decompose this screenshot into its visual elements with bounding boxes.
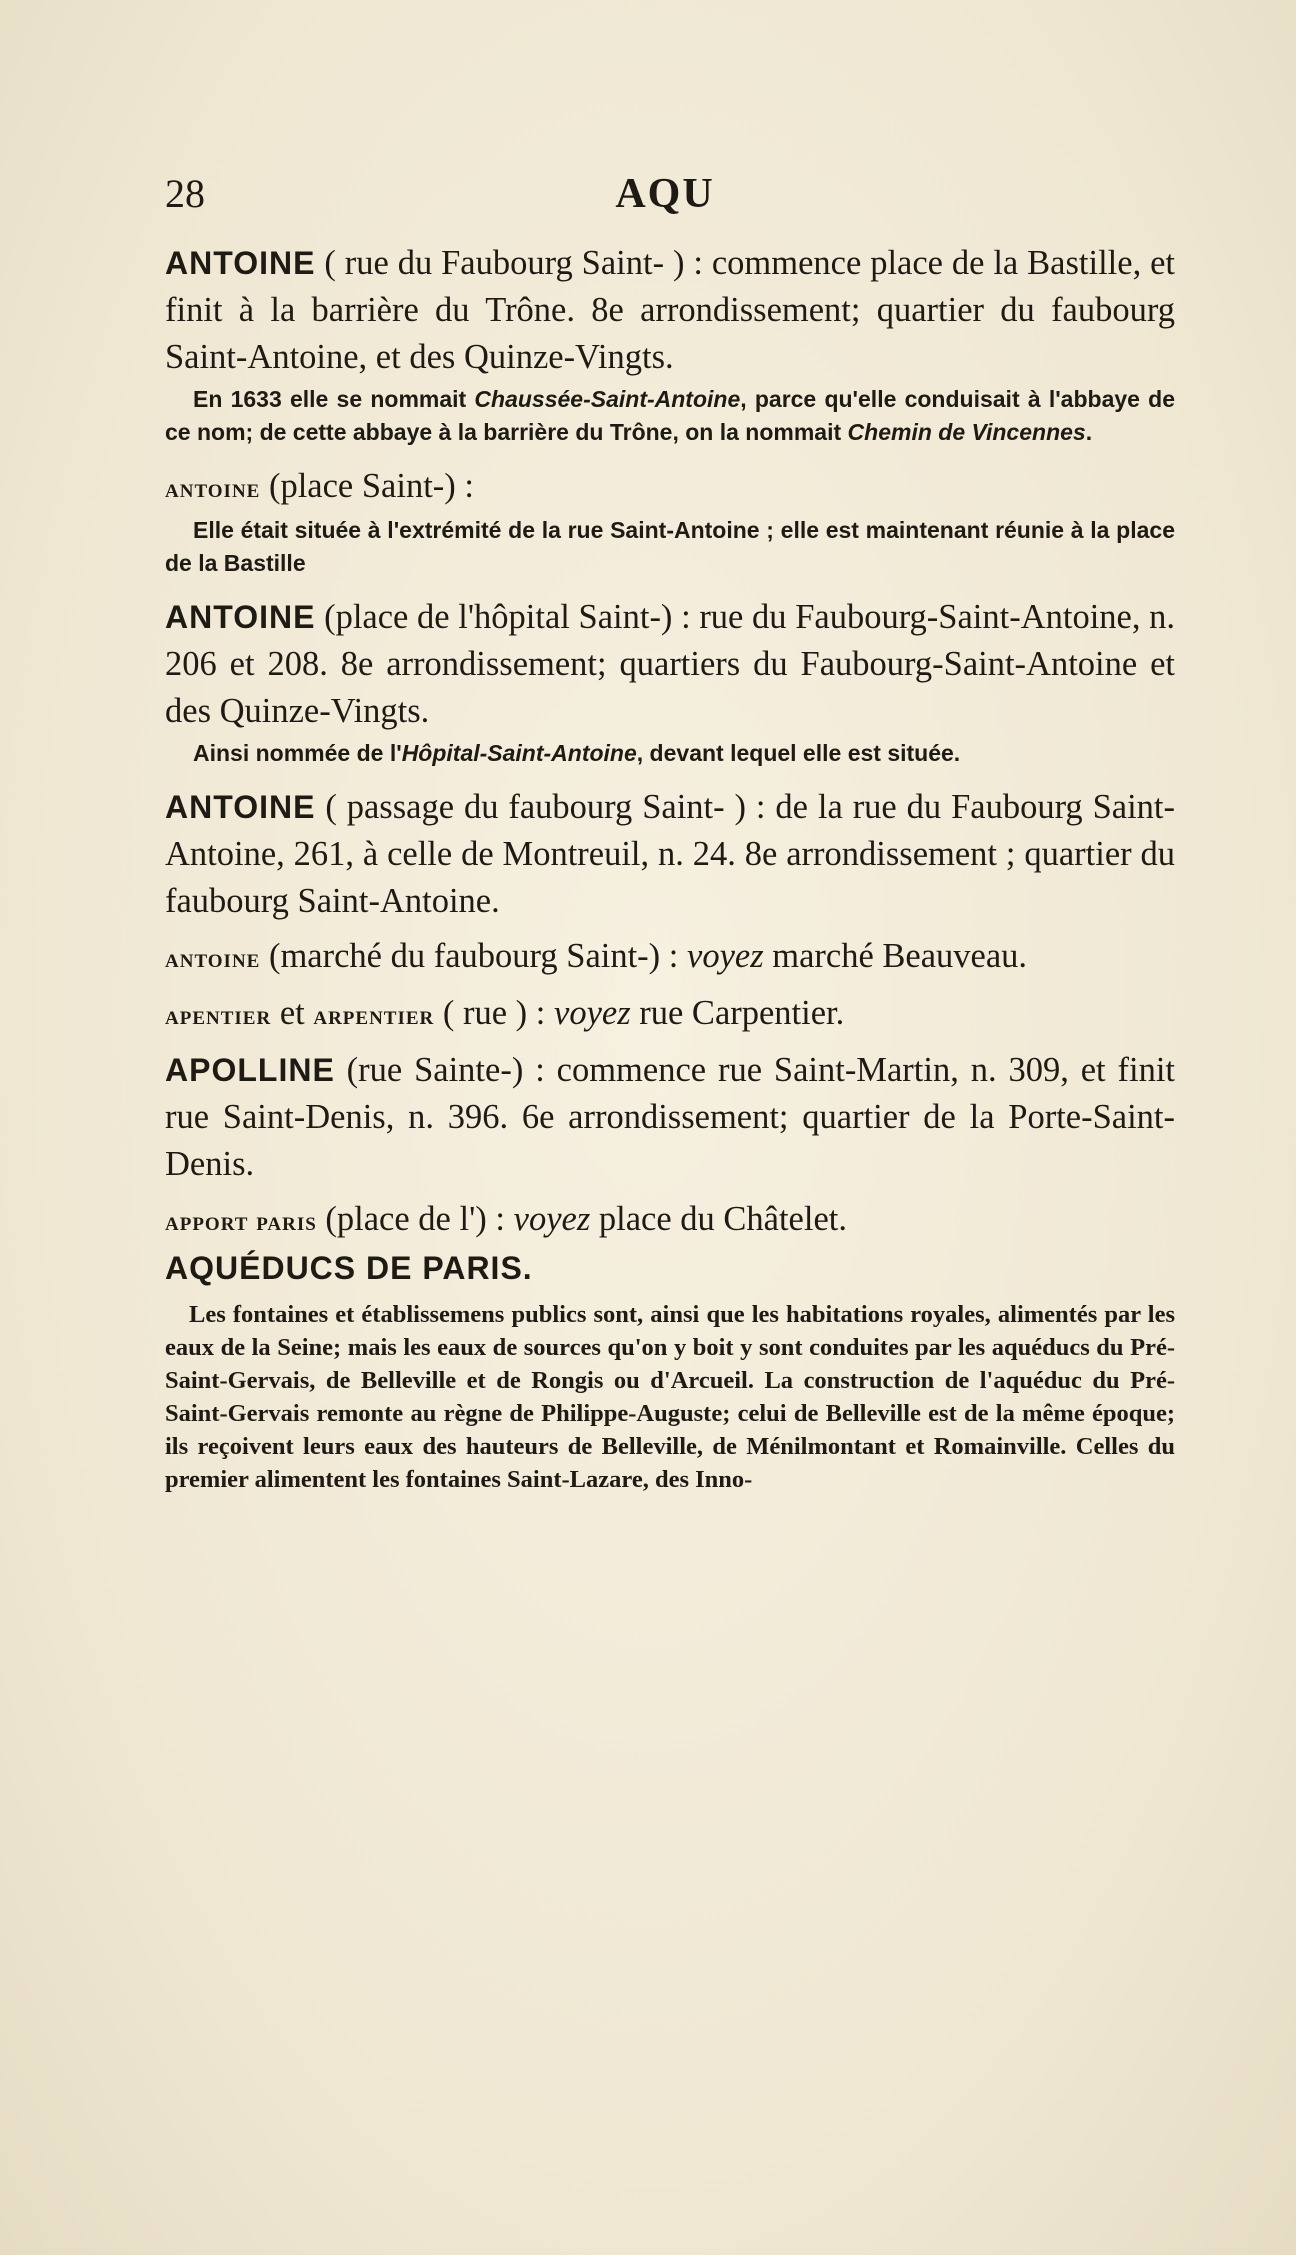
entry-head: AQUÉDUCS DE PARIS. bbox=[165, 1250, 533, 1286]
entry-head: apport paris bbox=[165, 1206, 317, 1236]
entry-head: antoine bbox=[165, 943, 261, 973]
entry-antoine-passage bbox=[165, 784, 1175, 925]
entry-head: antoine bbox=[165, 473, 261, 503]
entry-text: (place Saint-) : bbox=[268, 467, 474, 505]
entry-antoine-place bbox=[165, 463, 1175, 512]
entry-note: Les fontaines et établissemens publics sont, ainsi que les habitations royales, alimentés par les eaux de la Seine; mais les eaux de sources qu'on y boit y sont conduites par les aquéducs du Pré-Saint-Gervais, de Belleville et de Rongis ou d'Arcueil. La construction de l'aquéduc du Pré-Saint-Gervais remonte au règne de Philippe-Auguste; celui de Belleville est de la même époque; ils reçoivent leurs eaux des hauteurs de Belleville, de Ménilmontant et Romainville. Celles du premier alimentent les fontaines Saint-Lazare, des Inno- bbox=[165, 1301, 1175, 1493]
page-header bbox=[165, 170, 1165, 230]
entry-apentier: apentier et arpentier ( rue ) : voyez rue Carpentier. bbox=[165, 994, 845, 1032]
running-head: AQU bbox=[615, 171, 715, 217]
entry-note: En 1633 elle se nommait Chaussée-Saint-Antoine, parce qu'elle conduisait à l'abbaye de ce nom; de cette abbaye à la barrière du Trône, on la nommait Chemin de Vincennes. bbox=[165, 386, 1175, 445]
entry-antoine-hopital bbox=[165, 594, 1175, 735]
entry-head: APOLLINE bbox=[165, 1052, 335, 1088]
entry-text: (place de l'hôpital Saint-) : rue du Faubourg-Saint-Antoine, n. 206 et 208. 8e arrondissement; quartiers du Faubourg-Saint-Antoine et des Quinze-Vingts. bbox=[165, 598, 1176, 730]
entry-note: Elle était située à l'extrémité de la rue Saint-Antoine ; elle est maintenant réunie à la place de la Bastille bbox=[165, 517, 1175, 576]
entry-antoine-marche: antoine (marché du faubourg Saint-) : voyez marché Beauveau. bbox=[165, 937, 1028, 975]
entry-head: apentier bbox=[165, 1000, 272, 1030]
entry-head: ANTOINE bbox=[165, 245, 316, 281]
entry-antoine-rue bbox=[165, 240, 1175, 381]
page-body bbox=[165, 240, 1175, 1496]
page-number: 28 bbox=[165, 171, 205, 216]
entry-text: ( rue du Faubourg Saint- ) : commence place de la Bastille, et finit à la barrière du Trône. 8e arrondissement; quartier du faubourg Saint-Antoine, et des Quinze-Vingts. bbox=[165, 244, 1175, 376]
entry-head: ANTOINE bbox=[165, 599, 316, 635]
entry-apport-paris: apport paris (place de l') : voyez place du Châtelet. bbox=[165, 1200, 847, 1238]
entry-head-2: arpentier bbox=[313, 1000, 435, 1030]
entry-text: ( passage du faubourg Saint- ) : de la rue du Faubourg Saint-Antoine, 261, à celle de Montreuil, n. 24. 8e arrondissement ; quartier du faubourg Saint-Antoine. bbox=[165, 788, 1176, 920]
entry-head: ANTOINE bbox=[165, 789, 316, 825]
entry-text: (rue Sainte-) : commence rue Saint-Martin, n. 309, et finit rue Saint-Denis, n. 396. 6e arrondissement; quartier de la Porte-Saint-Denis. bbox=[165, 1051, 1176, 1183]
entry-note: Ainsi nommée de l'Hôpital-Saint-Antoine, devant lequel elle est située. bbox=[193, 740, 961, 766]
entry-aqueducs bbox=[165, 1245, 1175, 1292]
entry-apolline bbox=[165, 1047, 1175, 1188]
